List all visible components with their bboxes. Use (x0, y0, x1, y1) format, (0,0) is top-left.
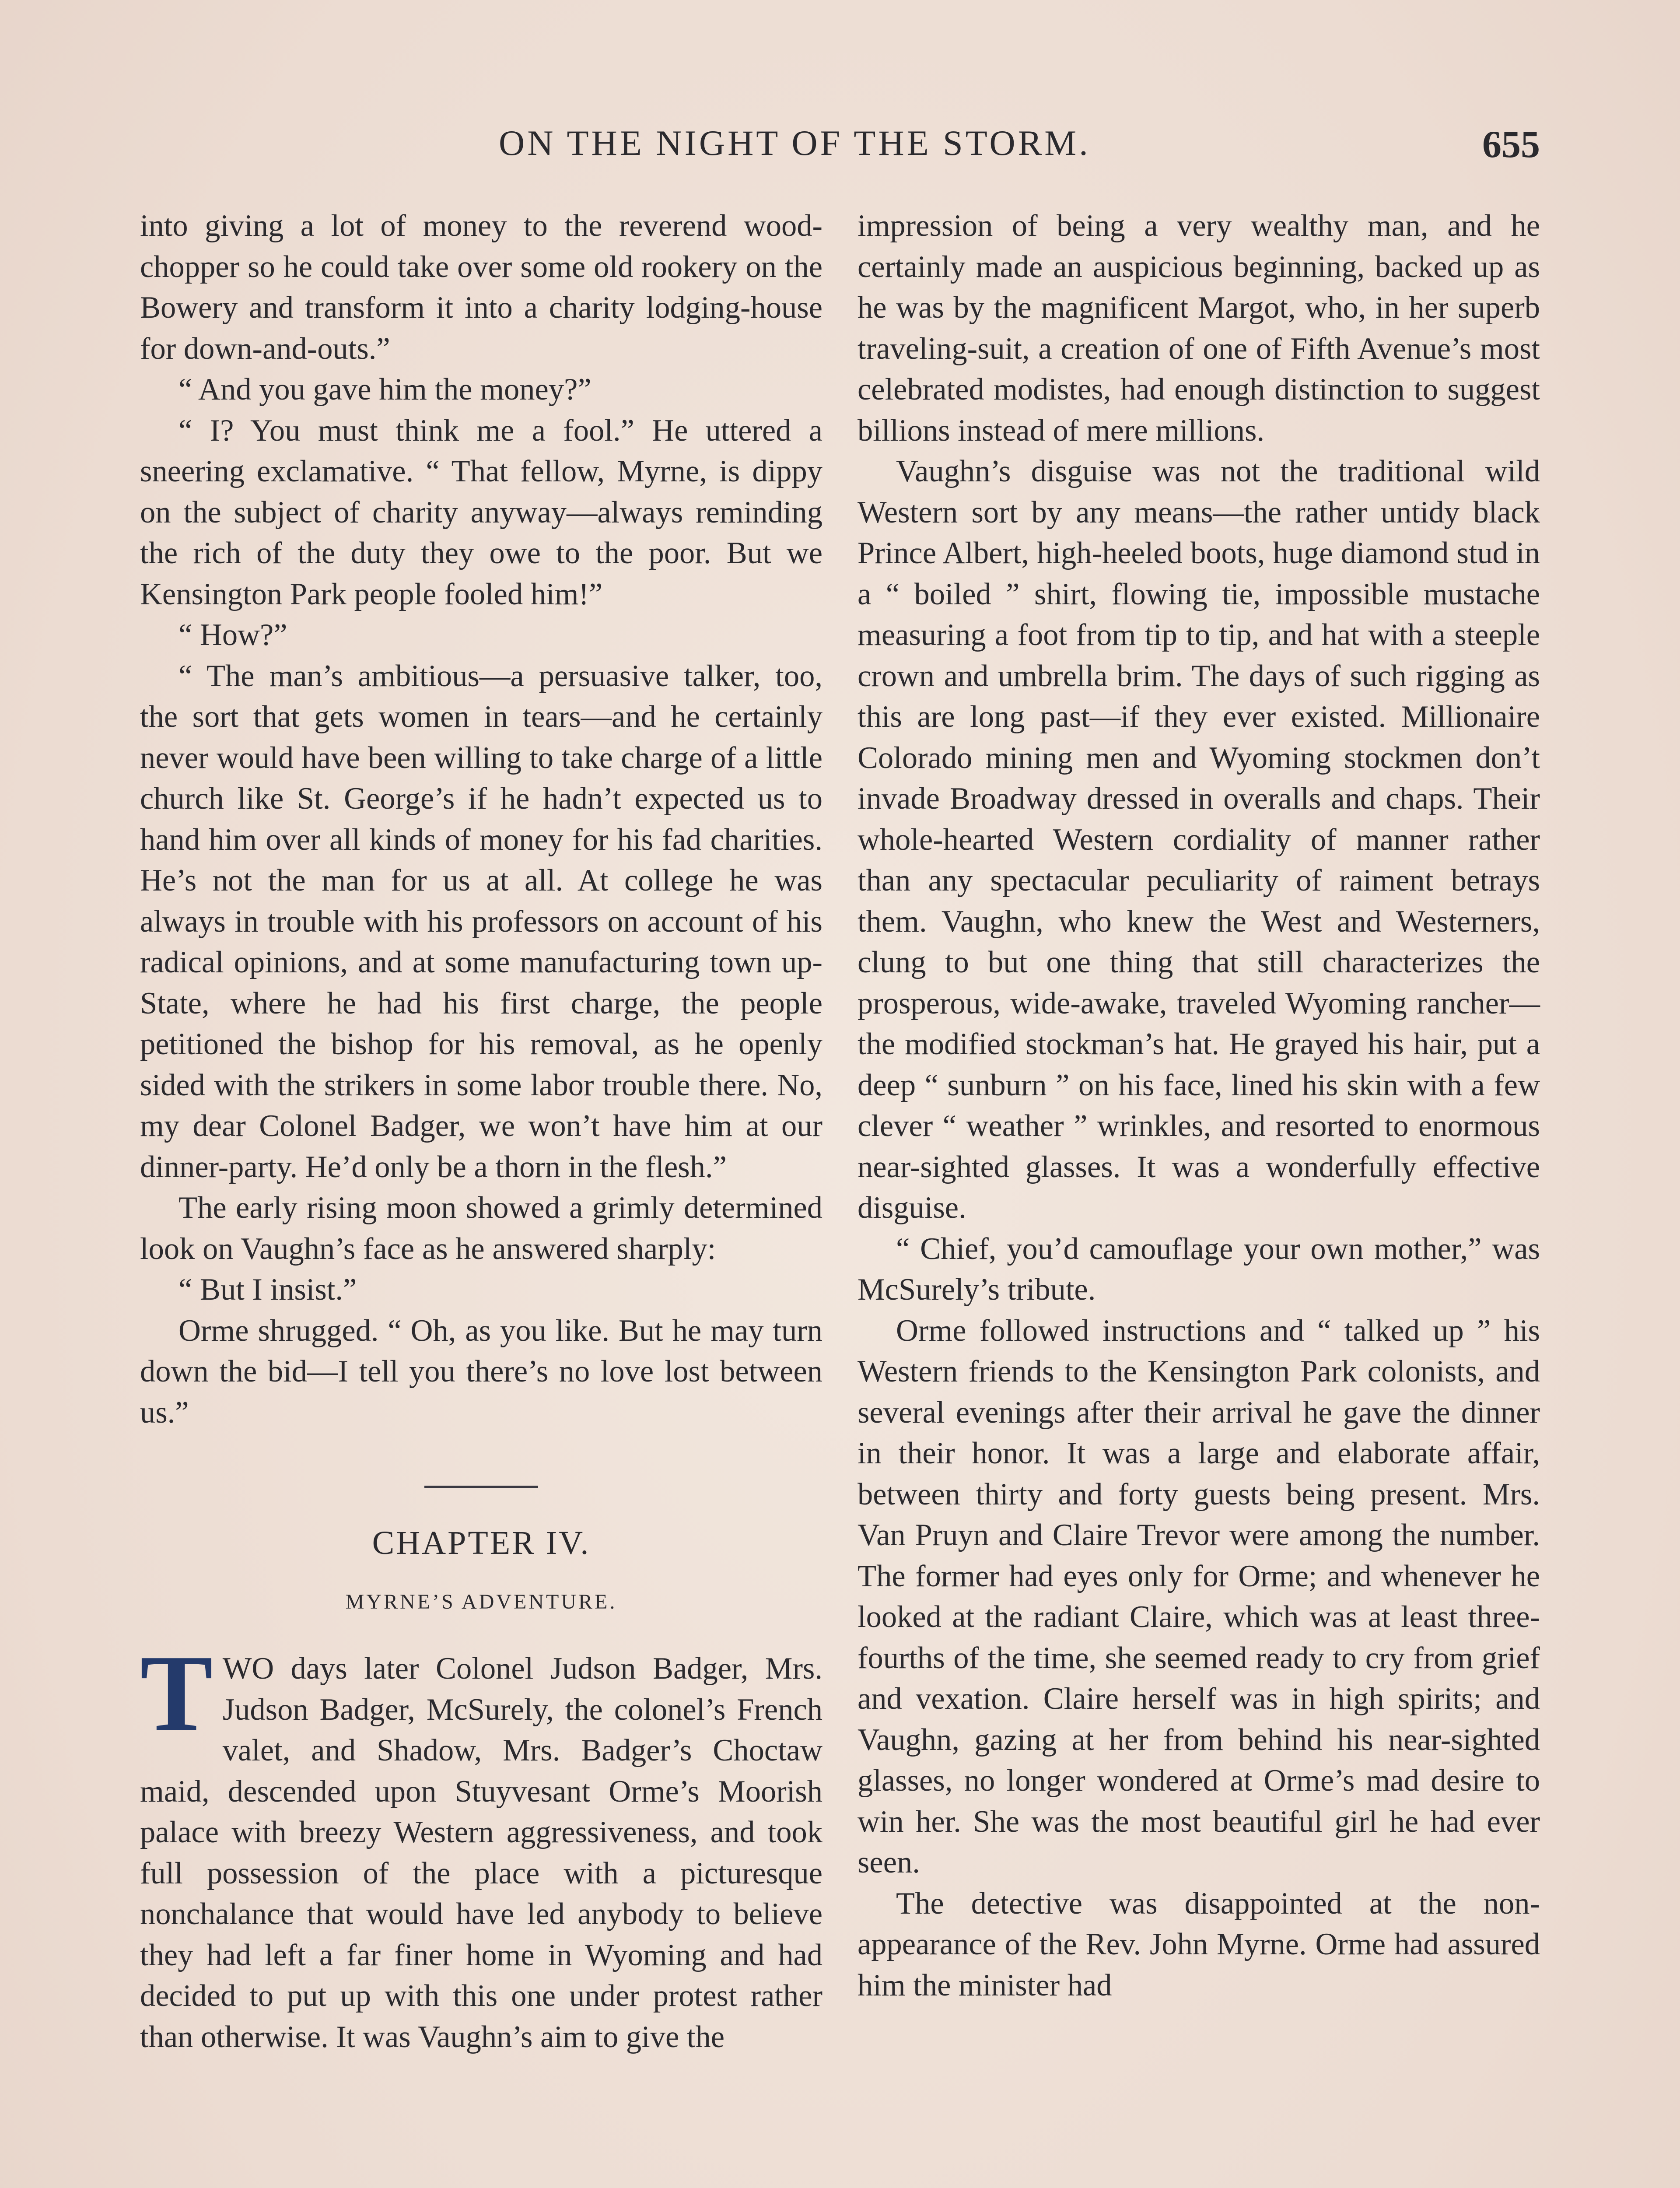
paragraph: impression of being a very wealthy man, and he certainly made an auspicious beginning, backed up as he was by the magnificent Margot, who, in her superb traveling-suit, a creation of one of Fifth Avenue’s most celebrated modistes, had enough distinction to suggest billions instead of mere millions. (858, 209, 1540, 448)
paragraph: Orme shrugged. “ Oh, as you like. But he may turn down the bid—I tell you there’s no love lost between us.” (140, 1313, 822, 1430)
running-title: ON THE NIGHT OF THE STORM. (499, 123, 1091, 163)
paragraph: “ And you gave him the money?” (178, 372, 592, 407)
paragraph: Orme followed instructions and “ talked up ” his Western friends to the Kensington Park colonists, and several evenings after their arrival he gave the dinner in their honor. It was a large and elaborate affair, between thirty and forty guests being present. Mrs. Van Pruyn and Claire Trevor were among the number. The former had eyes only for Orme; and whenever he looked at the radiant Claire, which was at least three-fourths of the time, she seemed ready to cry from grief and vexation. Claire herself was in high spirits; and Vaughn, gazing at her from behind his near-sighted glasses, no longer wondered at Orme’s mad desire to win her. She was the most beautiful girl he had ever seen. (858, 1313, 1540, 1879)
paragraph-text: WO days later Colonel Judson Badger, Mrs. Judson Badger, McSurely, the colonel’s French valet, and Shadow, Mrs. Badger’s Choctaw maid, descended upon Stuyvesant Orme’s Moorish palace with breezy Western aggressiveness, and took full possession of the place with a picturesque nonchalance that would have led anybody to believe they had left a far finer home in Wyoming and had decided to put up with this one under protest rather than otherwise. It was Vaughn’s aim to give the (140, 1652, 822, 2054)
page-number: 655 (1482, 123, 1540, 166)
paragraph: The early rising moon showed a grimly determined look on Vaughn’s face as he answered sharply: (140, 1191, 822, 1266)
section-divider (424, 1486, 538, 1488)
left-column (140, 206, 822, 2058)
chapter-heading: CHAPTER IV. (372, 1525, 591, 1561)
paragraph: “ Chief, you’d camouflage your own mother,” was McSurely’s tribute. (858, 1231, 1540, 1307)
paragraph: The detective was disappointed at the non-appearance of the Rev. John Myrne. Orme had assured him the minister had (858, 1886, 1540, 2002)
paragraph: “ I? You must think me a fool.” He uttered a sneering exclamative. “ That fellow, Myrne, is dippy on the subject of charity anyway—always reminding the rich of the duty they owe to the poor. But we Kensington Park people fooled him!” (140, 413, 822, 611)
running-head (0, 123, 1680, 184)
chapter-opening-paragraph (140, 1633, 822, 2058)
chapter-subtitle: MYRNE’S ADVENTURE. (345, 1590, 617, 1613)
right-column (858, 206, 1540, 2006)
drop-cap: T (140, 1633, 213, 1754)
paragraph: Vaughn’s disguise was not the traditional wild Western sort by any means—the rather untidy black Prince Albert, high-heeled boots, huge diamond stud in a “ boiled ” shirt, flowing tie, impossible mustache measuring a foot from tip to tip, and hat with a steeple crown and umbrella brim. The days of such rigging as this are long past—if they ever existed. Millionaire Colorado mining men and Wyoming stockmen don’t invade Broadway dressed in overalls and chaps. Their whole-hearted Western cordiality of manner rather than any spectacular peculiarity of raiment betrays them. Vaughn, who knew the West and Westerners, clung to but one thing that still characterizes the prosperous, wide-awake, traveled Wyoming rancher—the modified stockman’s hat. He grayed his hair, put a deep “ sunburn ” on his face, lined his skin with a few clever “ weather ” wrinkles, and resorted to enormous near-sighted glasses. It was a wonderfully effective disguise. (858, 454, 1540, 1225)
paragraph: “ The man’s ambitious—a persuasive talker, too, the sort that gets women in tears—and he certainly never would have been willing to take charge of a little church like St. George’s if he hadn’t expected us to hand him over all kinds of money for his fad charities. He’s not the man for us at all. At college he was always in trouble with his professors on account of his radical opinions, and at some manufacturing town up-State, where he had his first charge, the people petitioned the bishop for his removal, as he openly sided with the strikers in some labor trouble there. No, my dear Colonel Badger, we won’t have him at our dinner-party. He’d only be a thorn in the flesh.” (140, 659, 822, 1184)
paragraph: into giving a lot of money to the reverend wood-chopper so he could take over some old rookery on the Bowery and transform it into a charity lodging-house for down-and-outs.” (140, 209, 822, 366)
paragraph: “ How?” (178, 618, 287, 652)
paragraph: “ But I insist.” (178, 1273, 357, 1307)
